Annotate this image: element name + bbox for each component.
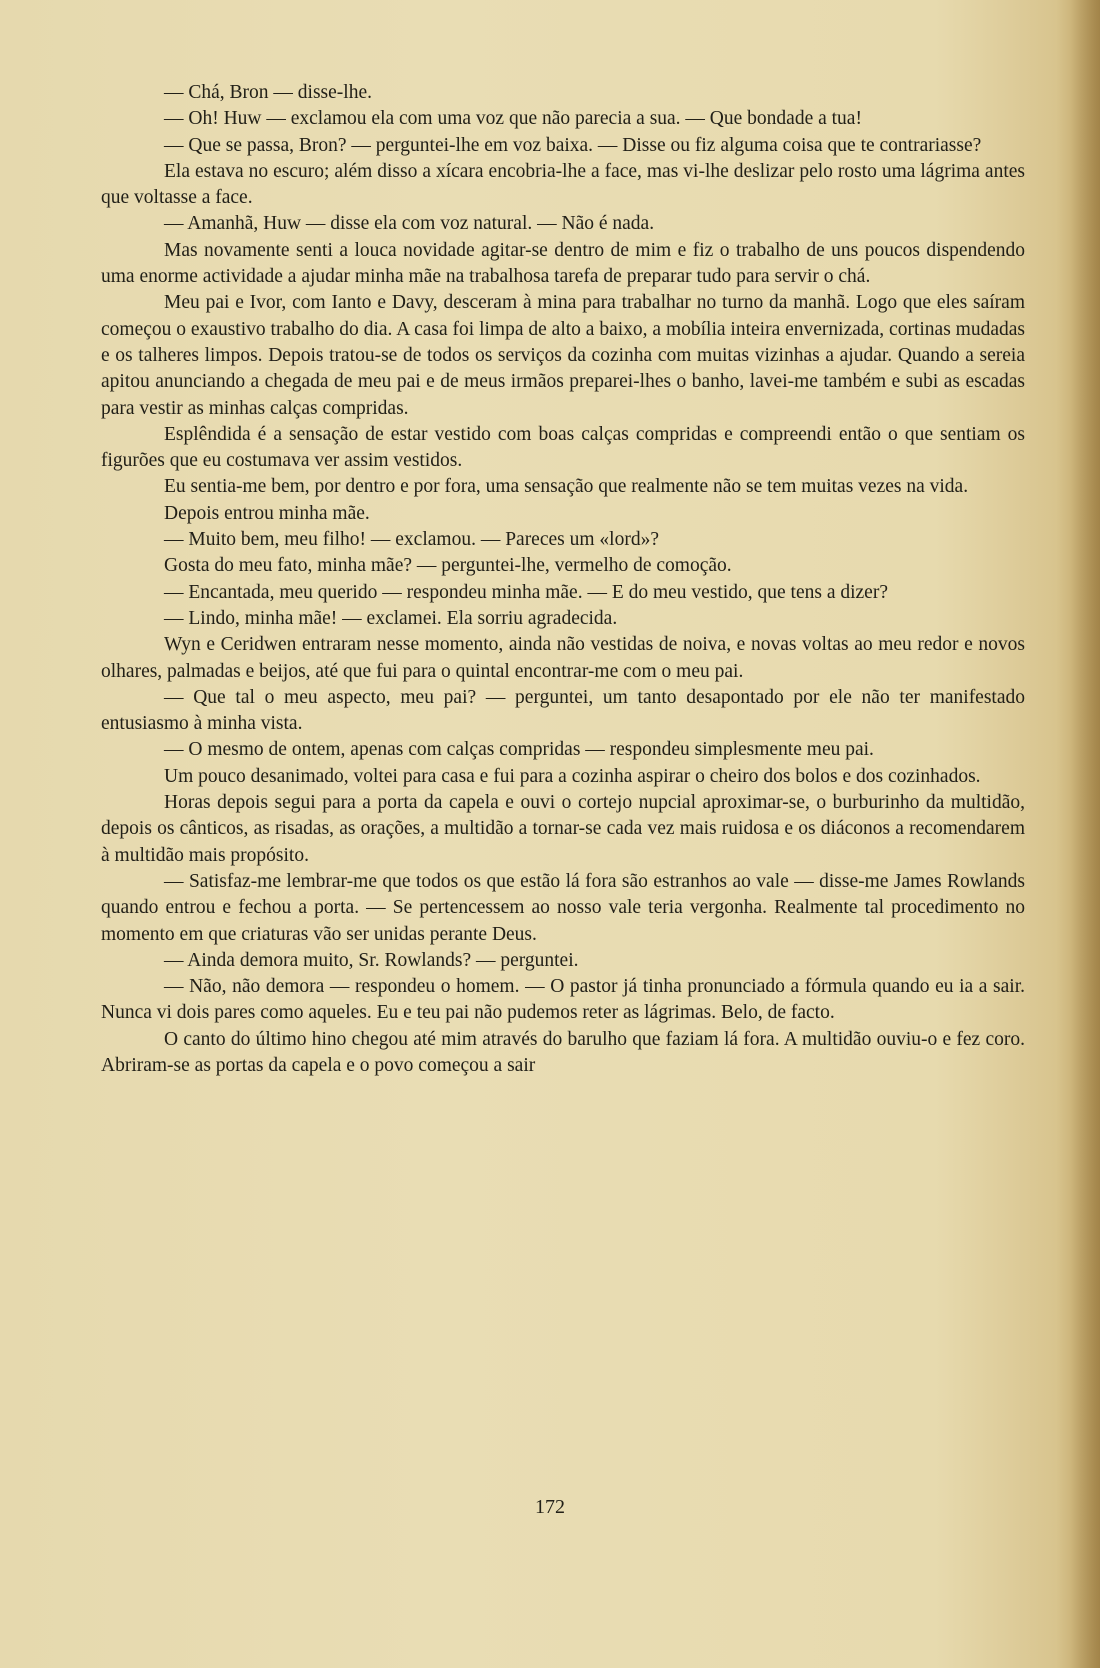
paragraph: — Satisfaz-me lembrar-me que todos os que estão lá fora são estranhos ao vale — disse-me James Rowlands quando entrou e fechou a porta. — Se pertencessem ao nosso vale teria vergonha. Realmente tal procedimento no momento em que criaturas vão ser unidas perante Deus. bbox=[101, 870, 1025, 945]
paragraph: Gosta do meu fato, minha mãe? — perguntei-lhe, vermelho de comoção. bbox=[164, 555, 732, 577]
paragraph: Meu pai e Ivor, com Ianto e Davy, desceram à mina para trabalhar no turno da manhã. Logo que eles saíram começou o exaustivo trabalho do dia. A casa foi limpa de alto a baixo, a mobília inteira envernizada, cortinas mudadas e os talheres limpos. Depois tratou-se de todos os serviços da cozinha com muitas vizinhas a ajudar. Quando a sereia apitou anunciando a chegada de meu pai e de meus irmãos preparei-lhes o banho, lavei-me também e subi as escadas para vestir as minhas calças compridas. bbox=[101, 292, 1025, 419]
body-text bbox=[101, 80, 1025, 1079]
paragraph: — Ainda demora muito, Sr. Rowlands? — perguntei. bbox=[164, 949, 579, 971]
paragraph: Mas novamente senti a louca novidade agitar-se dentro de mim e fiz o trabalho de uns poucos dispendendo uma enorme actividade a ajudar minha mãe na trabalhosa tarefa de preparar tudo para servir o chá. bbox=[101, 239, 1025, 288]
paragraph: — O mesmo de ontem, apenas com calças compridas — respondeu simplesmente meu pai. bbox=[164, 739, 874, 761]
paragraph: — Chá, Bron — disse-lhe. bbox=[164, 82, 372, 103]
page-number: 172 bbox=[535, 1496, 565, 1518]
paragraph: — Amanhã, Huw — disse ela com voz natural. — Não é nada. bbox=[164, 213, 655, 235]
paragraph: O canto do último hino chegou até mim através do barulho que faziam lá fora. A multidão ouviu-o e fez coro. Abriram-se as portas da capela e o povo começou a sair bbox=[101, 1028, 1025, 1076]
paragraph: Esplêndida é a sensação de estar vestido com boas calças compridas e compreendi então o que sentiam os figurões que eu costumava ver assim vestidos. bbox=[101, 423, 1025, 472]
paragraph: — Lindo, minha mãe! — exclamei. Ela sorriu agradecida. bbox=[164, 607, 618, 629]
paragraph: Ela estava no escuro; além disso a xícara encobria-lhe a face, mas vi-lhe deslizar pelo rosto uma lágrima antes que voltasse a face. bbox=[101, 160, 1025, 209]
paragraph: — Que se passa, Bron? — perguntei-lhe em voz baixa. — Disse ou fiz alguma coisa que te contrariasse? bbox=[164, 134, 982, 156]
paragraph: Um pouco desanimado, voltei para casa e fui para a cozinha aspirar o cheiro dos bolos e dos cozinhados. bbox=[164, 765, 981, 787]
paragraph: — Oh! Huw — exclamou ela com uma voz que não parecia a sua. — Que bondade a tua! bbox=[164, 108, 862, 130]
paragraph: — Muito bem, meu filho! — exclamou. — Pareces um «lord»? bbox=[164, 529, 659, 551]
paragraph: — Não, não demora — respondeu o homem. — O pastor já tinha pronunciado a fórmula quando eu ia a sair. Nunca vi dois pares como aqueles. Eu e teu pai não pudemos reter as lágrimas. Belo, de facto. bbox=[101, 976, 1025, 1024]
paragraph: Wyn e Ceridwen entraram nesse momento, ainda não vestidas de noiva, e novas voltas ao meu redor e novos olhares, palmadas e beijos, até que fui para o quintal encontrar-me com o meu pai. bbox=[101, 634, 1025, 682]
paragraph: — Que tal o meu aspecto, meu pai? — perguntei, um tanto desapontado por ele não ter manifestado entusiasmo à minha vista. bbox=[101, 686, 1025, 735]
paragraph: Eu sentia-me bem, por dentro e por fora, uma sensação que realmente não se tem muitas vezes na vida. bbox=[164, 476, 969, 498]
paragraph: Horas depois segui para a porta da capela e ouvi o cortejo nupcial aproximar-se, o burburinho da multidão, depois os cânticos, as risadas, as orações, a multidão a tornar-se cada vez mais ruidosa e os diáconos a recomendarem à multidão mais propósito. bbox=[101, 792, 1025, 866]
paragraph: Depois entrou minha mãe. bbox=[164, 502, 370, 524]
page-edge-shadow bbox=[1070, 0, 1100, 1668]
paragraph: — Encantada, meu querido — respondeu minha mãe. — E do meu vestido, que tens a dizer? bbox=[164, 581, 888, 603]
